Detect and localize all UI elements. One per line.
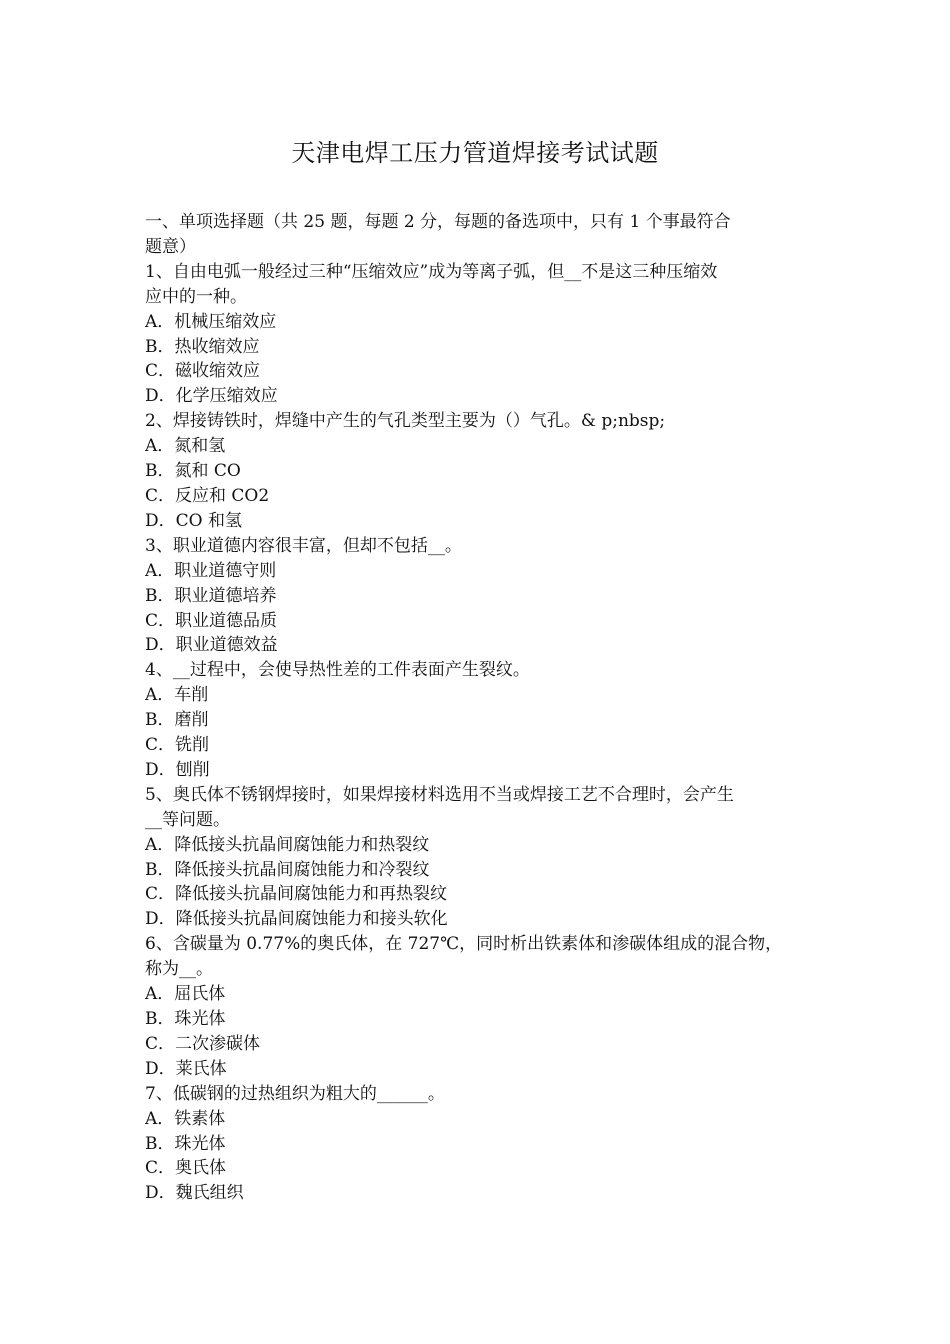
option-d: D．莱氏体	[145, 1058, 227, 1079]
question-text-continued: __等问题。	[145, 809, 230, 830]
option-b: B．氮和 CO	[145, 461, 241, 482]
page-title: 天津电焊工压力管道焊接考试试题	[291, 139, 659, 167]
question-7	[145, 1082, 809, 1207]
option-b: B．珠光体	[145, 1009, 226, 1029]
option-b: B．珠光体	[145, 1133, 226, 1154]
question-text: 7、低碳钢的过热组织为粗大的______。	[145, 1083, 445, 1104]
option-a: A．降低接头抗晶间腐蚀能力和热裂纹	[145, 834, 430, 855]
section-heading: 一、单项选择题（共 25 题，每题 2 分，每题的备选项中，只有 1 个事最符合	[145, 212, 731, 232]
option-d: D．魏氏组织	[145, 1183, 244, 1204]
option-d: D．降低接头抗晶间腐蚀能力和接头软化	[145, 909, 448, 930]
question-5	[145, 783, 809, 932]
option-c: C．职业道德品质	[145, 610, 278, 631]
option-a: A．机械压缩效应	[145, 311, 277, 332]
option-a: A．氮和氢	[145, 436, 226, 457]
option-a: A．屈氏体	[145, 984, 226, 1005]
question-text: 4、__过程中，会使导热性差的工件表面产生裂纹。	[145, 660, 530, 681]
option-a: A．铁素体	[145, 1108, 226, 1129]
question-text: 5、奥氏体不锈钢焊接时，如果焊接材料选用不当或焊接工艺不合理时，会产生	[145, 784, 734, 805]
question-3	[145, 534, 809, 659]
question-text: 3、职业道德内容很丰富，但却不包括__。	[145, 535, 462, 556]
question-2	[145, 409, 809, 534]
option-c: C．磁收缩效应	[145, 361, 261, 382]
option-d: D．刨削	[145, 759, 210, 780]
question-text-continued: 应中的一种。	[145, 286, 247, 307]
option-d: D．CO 和氢	[145, 510, 242, 531]
question-text: 1、自由电弧一般经过三种“压缩效应”成为等离子弧，但__不是这三种压缩效	[145, 261, 718, 282]
question-text: 6、含碳量为 0.77%的奥氏体，在 727℃，同时析出铁素体和渗碳体组成的混合物，	[145, 934, 783, 955]
option-b: B．职业道德培养	[145, 585, 277, 606]
question-6	[145, 932, 809, 1081]
option-c: C．二次渗碳体	[145, 1033, 261, 1054]
option-a: A．车削	[145, 685, 209, 706]
section-heading-continued: 题意）	[145, 236, 196, 257]
option-b: B．降低接头抗晶间腐蚀能力和冷裂纹	[145, 859, 430, 880]
question-1	[145, 260, 809, 409]
option-c: C．铣削	[145, 735, 210, 756]
option-c: C．奥氏体	[145, 1158, 227, 1179]
question-text-continued: 称为__。	[145, 959, 213, 980]
option-b: B．磨削	[145, 710, 209, 731]
question-4	[145, 658, 809, 783]
option-b: B．热收缩效应	[145, 336, 260, 357]
option-a: A．职业道德守则	[145, 560, 277, 581]
option-c: C．降低接头抗晶间腐蚀能力和再热裂纹	[145, 884, 448, 905]
option-d: D．化学压缩效应	[145, 386, 278, 407]
question-text: 2、焊接铸铁时，焊缝中产生的气孔类型主要为（）气孔。& p;nbsp;	[145, 411, 666, 432]
document-body	[145, 210, 809, 1206]
option-c: C．反应和 CO2	[145, 485, 270, 506]
option-d: D．职业道德效益	[145, 635, 278, 656]
